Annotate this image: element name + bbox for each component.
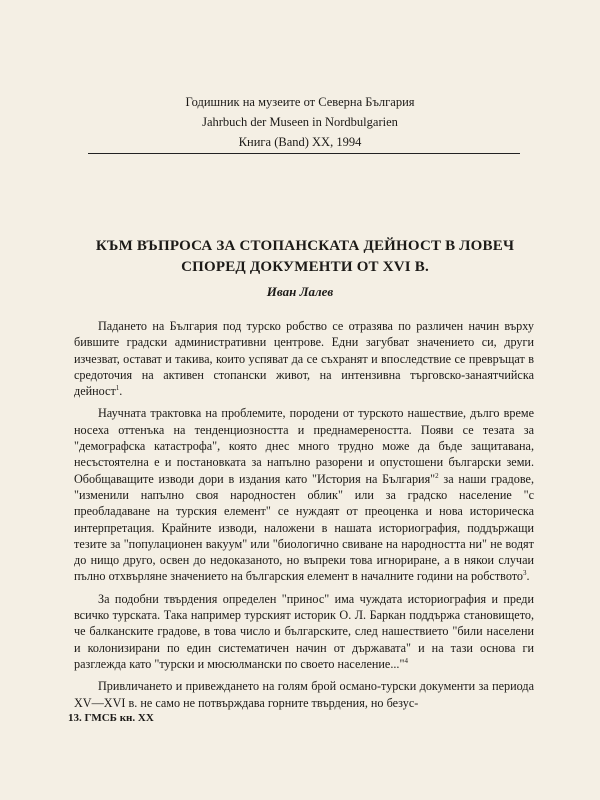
paragraph: За подобни твърдения определен "принос" има чуждата историография и преди всичко турската. Така например турският историк О. Л. Баркан поддържа становището, че балканските градове, в това число и българските, след нашествието "били населени и колонизирани по един систематичен начин от държавата" и на тази основа ги разглежда като "турски и мюсюлмански по своето население..."$^4$ (74, 591, 534, 671)
article-title-line-1: КЪМ ВЪПРОСА ЗА СТОПАНСКАТА ДЕЙНОСТ В ЛОВЕЧ (95, 238, 515, 254)
article-body (74, 318, 534, 717)
footnote-marker: 3 (523, 569, 527, 578)
journal-title-bulgarian: Годишник на музеите от Северна България (185, 95, 415, 109)
footnote-marker: 4 (404, 656, 408, 665)
journal-header (0, 92, 600, 152)
footnote-marker: 2 (435, 471, 439, 480)
header-rule (88, 153, 520, 154)
article-title (70, 236, 540, 278)
footnote-marker: 1 (115, 384, 120, 393)
signature-mark: 13. ГМСБ кн. XX (68, 712, 154, 724)
journal-title-german: Jahrbuch der Museen in Nordbulgarien (202, 115, 398, 129)
paragraph: Падането на България под турско робство се отразява по различен начин върху бившите градски административни центрове. Едни загубват значението си, други изчезват, остават и такива, които успяват да се съхранят и впоследствие се превръщат в средоточия на активен стопански живот, на интензивна търговско-занаятчийска дейност$^1$. (74, 319, 534, 399)
paragraph: Научната трактовка на проблемите, породени от турското нашествие, дълго време носеха оттенъка на тенденциозността и преднамереността. Появи се тезата за "демографска катастрофа", която днес много трудно може да бъде защитавана, несъстоятелна е и постановката за напълно разорени и опустошени български земи. Обобщаващите изводи дори в издания като "История на България"$^2$ за наши градове, "изменили напълно своя народностен облик" или за градско население "с преобладаване на турския елемент" се нуждаят от преоценка и нова историческа интерпретация. Крайните изводи, наложени в нашата историография, поддържащи тезите за "популационен вакуум" или "биологично свиване на народността ни" не водят до нищо друго, освен до недоказаното, но въпреки това игнориране, а в някои случаи пълно отхвърляне значението на българския елемент в началните години на робството$^3$. (74, 406, 534, 584)
article-title-line-2: СПОРЕД ДОКУМЕНТИ ОТ XVI В. (181, 259, 429, 275)
paragraph: Привличането и привеждането на голям брой османо-турски документи за периода XV—XVI в. не само не потвърждава горните твърдения, но безус- (74, 679, 534, 710)
journal-volume: Книга (Band) XX, 1994 (238, 135, 362, 149)
article-author: Иван Лалев (266, 284, 334, 299)
